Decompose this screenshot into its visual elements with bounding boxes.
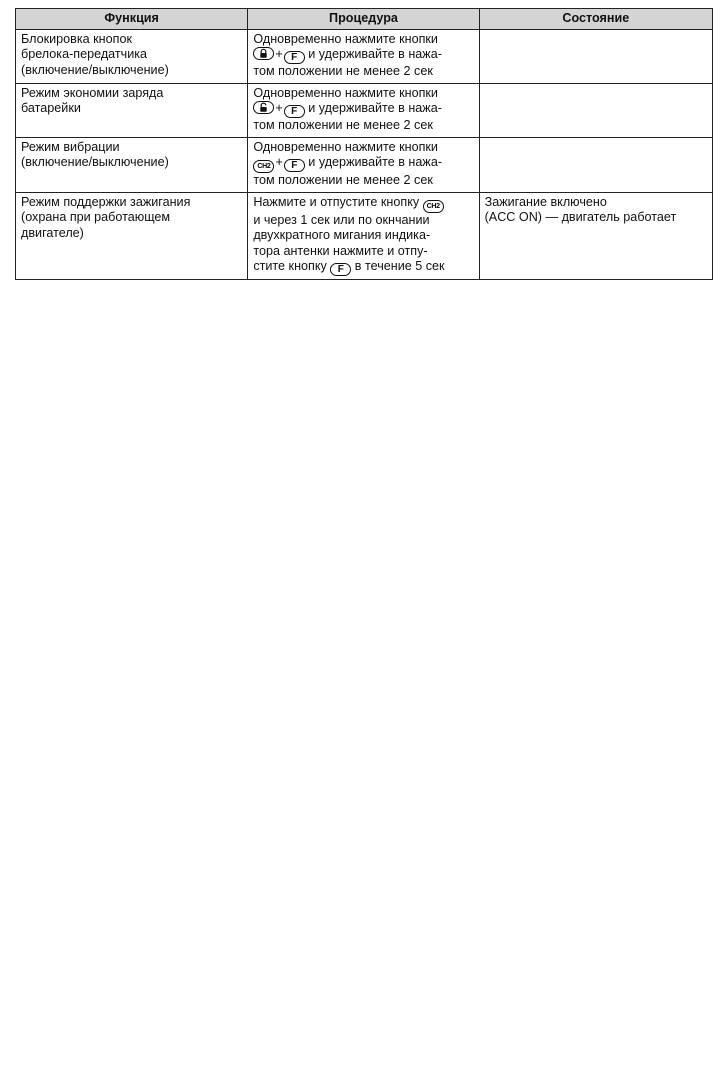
procedure-line: том положении не менее 2 сек bbox=[253, 173, 433, 187]
function-table bbox=[15, 8, 713, 280]
f-button-icon: F bbox=[284, 159, 305, 172]
procedure-text: и удерживайте в нажа- bbox=[308, 101, 442, 115]
f-button-icon: F bbox=[284, 105, 305, 118]
function-line: батарейки bbox=[21, 101, 81, 115]
function-cell bbox=[16, 192, 248, 280]
function-line: (включение/выключение) bbox=[21, 155, 169, 169]
header-procedure: Процедура bbox=[248, 9, 479, 30]
ch2-button-icon: CH2 bbox=[423, 200, 444, 213]
function-line: Режим вибрации bbox=[21, 139, 120, 154]
procedure-cell bbox=[248, 192, 479, 280]
procedure-cell bbox=[248, 137, 479, 192]
procedure-cell bbox=[248, 83, 479, 137]
table-header-row bbox=[16, 9, 713, 30]
procedure-line: Одновременно нажмите кнопки bbox=[253, 139, 438, 154]
procedure-line bbox=[253, 47, 442, 61]
plus-sign: + bbox=[275, 101, 283, 115]
procedure-text: и удерживайте в нажа- bbox=[308, 155, 443, 169]
function-cell bbox=[16, 83, 248, 137]
procedure-text: и удерживайте в нажа- bbox=[308, 47, 442, 61]
function-line: Блокировка кнопок bbox=[21, 31, 132, 46]
procedure-line bbox=[253, 101, 442, 115]
header-function: Функция bbox=[16, 9, 248, 30]
procedure-text: в течение 5 сек bbox=[354, 259, 445, 273]
function-line: Режим экономии заряда bbox=[21, 85, 164, 100]
function-cell bbox=[16, 137, 248, 192]
function-line: двигателе) bbox=[21, 225, 84, 240]
function-line: (включение/выключение) bbox=[21, 62, 169, 77]
procedure-line bbox=[253, 195, 473, 213]
f-button-icon: F bbox=[284, 51, 305, 64]
plus-sign: + bbox=[275, 155, 283, 169]
procedure-line bbox=[253, 259, 473, 276]
function-line: брелока-передатчика bbox=[21, 47, 148, 61]
procedure-line: Одновременно нажмите кнопки bbox=[253, 85, 438, 100]
state-cell bbox=[479, 137, 712, 192]
function-line: Режим поддержки зажигания bbox=[21, 194, 191, 209]
procedure-text: Нажмите и отпустите кнопку bbox=[253, 194, 420, 209]
procedure-line bbox=[253, 155, 442, 169]
state-cell bbox=[479, 29, 712, 83]
state-line: Зажигание включено bbox=[484, 194, 607, 209]
state-cell bbox=[479, 83, 712, 137]
lock-icon bbox=[253, 47, 274, 60]
procedure-line: и через 1 сек или по окнчании bbox=[253, 212, 430, 227]
table-row bbox=[16, 137, 713, 192]
procedure-text: стите кнопку bbox=[253, 259, 327, 273]
table-row bbox=[16, 83, 713, 137]
header-state: Состояние bbox=[479, 9, 712, 30]
state-cell bbox=[479, 192, 712, 280]
procedure-line: том положении не менее 2 сек bbox=[253, 64, 433, 78]
plus-sign: + bbox=[275, 47, 283, 61]
function-cell bbox=[16, 29, 248, 83]
ch2-button-icon: CH2 bbox=[253, 160, 274, 173]
procedure-line: том положении не менее 2 сек bbox=[253, 118, 433, 132]
procedure-line: Одновременно нажмите кнопки bbox=[253, 31, 438, 46]
state-line: (ACC ON) — двигатель работает bbox=[484, 210, 677, 224]
function-line: (охрана при работающем bbox=[21, 210, 171, 224]
f-button-icon: F bbox=[330, 263, 351, 276]
table-row bbox=[16, 192, 713, 280]
procedure-line: двухкратного мигания индика- bbox=[253, 228, 431, 242]
table-row bbox=[16, 29, 713, 83]
procedure-cell bbox=[248, 29, 479, 83]
procedure-line: тора антенки нажмите и отпу- bbox=[253, 243, 428, 258]
unlock-icon bbox=[253, 101, 274, 114]
